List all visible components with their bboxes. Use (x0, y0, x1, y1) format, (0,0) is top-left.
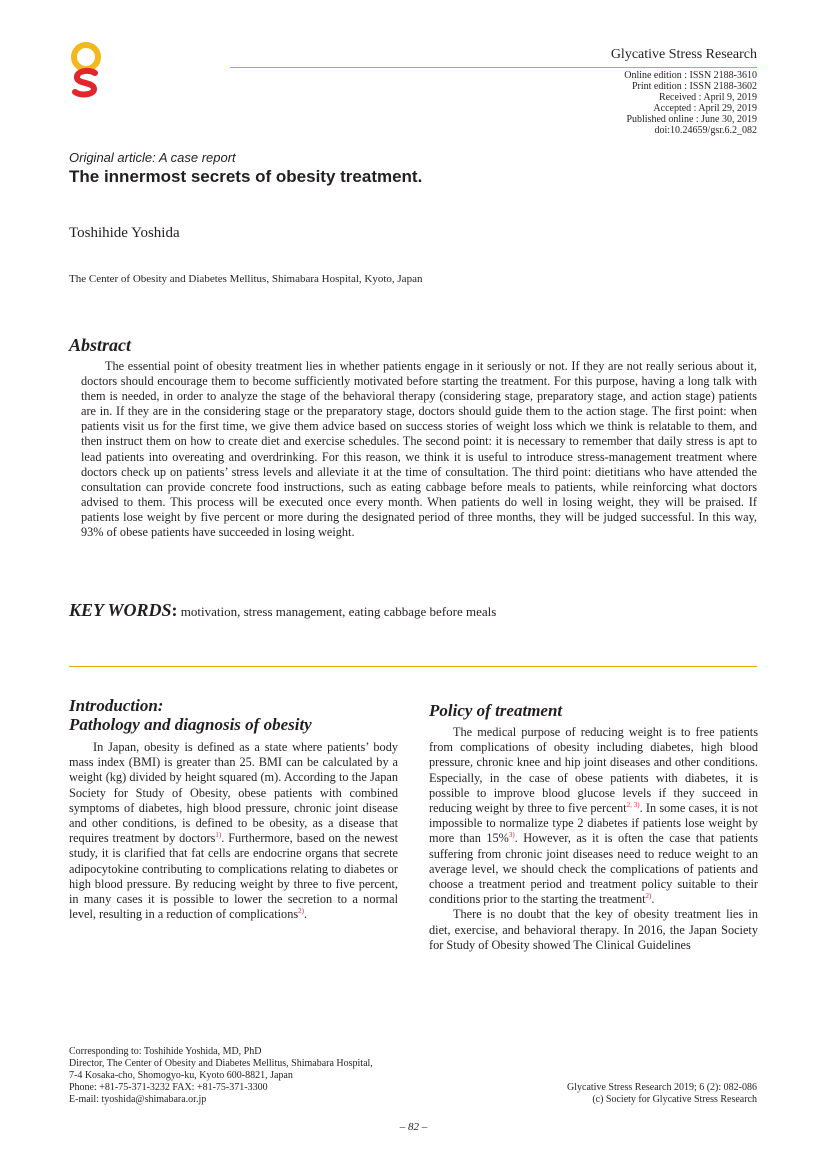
intro-heading (69, 696, 312, 734)
correspondence-line: Director, The Center of Obesity and Diabetes Mellitus, Shimabara Hospital, (69, 1058, 373, 1069)
abstract-body (81, 359, 757, 540)
citation-ref[interactable]: 2) (298, 907, 304, 916)
issn-online: Online edition : ISSN 2188-3610 (624, 70, 757, 81)
citation-ref[interactable]: 1) (215, 831, 222, 840)
section-divider (69, 666, 757, 667)
article-type: Original article: A case report (69, 150, 236, 165)
copyright-line: (c) Society for Glycative Stress Research (592, 1094, 757, 1105)
citation-line: Glycative Stress Research 2019; 6 (2): 082-086 (567, 1082, 757, 1093)
intro-paragraph (69, 740, 398, 922)
policy-text-2: . In some cases, it is not impossible to normalize type 2 diabetes if patients lose weight by more than 15% (429, 801, 758, 846)
email-link[interactable]: E-mail: tyoshida@shimabara.or.jp (69, 1094, 207, 1105)
keywords-label: KEY WORDS (69, 600, 172, 620)
intro-heading-line1: Introduction: (69, 696, 164, 715)
policy-text-1: The medical purpose of reducing weight is to free patients from complications of obesity including diabetes, high blood pressure, chronic knee and hip joint diseases and other conditions. Especially, in the case of obese patients with diabetes, it is possible to improve blood glucose levels if they succeed in reducing weight by three to five percent (429, 725, 758, 816)
citation-ref[interactable]: 2) (645, 892, 652, 901)
intro-text-2: . Furthermore, based on the newest study, it is clarified that fat cells are endocrine organs that secrete adipocytokine contributing to complications relating to diabetes or high blood pressure. By reducing weight by three to five percent, in many cases it is possible to lower the secretion to a normal level, resulting in a reduction of complications (69, 831, 398, 922)
abstract-heading: Abstract (69, 335, 132, 355)
doi: doi:10.24659/gsr.6.2_082 (654, 125, 757, 136)
citation-ref[interactable]: 2, 3) (626, 800, 640, 809)
policy-heading: Policy of treatment (429, 701, 563, 720)
journal-name: Glycative Stress Research (610, 47, 757, 62)
keywords-colon: : (171, 600, 178, 620)
abstract-paragraph: The essential point of obesity treatment lies in whether patients engage in it seriously or not. If they are not really serious about it, doctors should encourage them to become sufficiently motivated before starting the treatment. For this purpose, having a long talk with them is needed, in order to analyze the stage of the behavioral therapy (considering stage, preparatory stage, and action stage) patients are in. If they are in the considering stage or the preparatory stage, doctors should guide them to the action stage. The first point: when patients visit us for the first time, we give them advice based on success stories of weight loss which we think is relatable to them, and then instruct them on how to create diet and exercise schedules. The second point: it is necessary to remember that daily stress is apt to lead patients into overeating and overdrinking. For this reason, we think it is useful to introduce stress-management treatment where doctors check up on patients’ stress levels and alleviate it at the time of consultation. The third point: dietitians who have attended the consultation can provide concrete food instructions, such as eating cabbage before meals to patients, while reinforcing what doctors advised to them. This process will be executed once every month. When patients do well in losing weight, they will be praised. If patients lose weight by five percent or more during the designated period of three months, they will be judged successful. In this way, 93% of obese patients have succeeded in losing weight. (81, 359, 757, 540)
article-title: The innermost secrets of obesity treatment. (69, 167, 423, 186)
correspondence-block (69, 1046, 373, 1106)
intro-body (69, 740, 398, 922)
published-date: Published online : June 30, 2019 (626, 114, 757, 125)
correspondence-line: Corresponding to: Toshihide Yoshida, MD, PhD (69, 1046, 262, 1057)
citation-ref[interactable]: 3) (508, 831, 515, 840)
policy-body (429, 725, 758, 953)
correspondence-line: 7-4 Kosaka-cho, Shomogyo-ku, Kyoto 600-8821, Japan (69, 1070, 293, 1081)
policy-text-3: . However, as it is often the case that patients suffering from chronic joint diseases need to reduce weight to an average level, we should check the complications of patients and choose a treatment period and treatment policy suitable to their conditions prior to the starting the treatment (429, 831, 758, 907)
publication-meta (624, 70, 757, 136)
intro-text-1: In Japan, obesity is defined as a state where patients’ body mass index (BMI) is greater than 25. BMI can be calculated by a weight (kg) divided by height squared (m). According to the Japan Society for Study of Obesity, obese patients with combined symptoms of diabetes, high blood pressure, chronic joint disease and other conditions, is defined to be obesity, as a disease that requires treatment by doctors (69, 740, 398, 846)
intro-heading-line2: Pathology and diagnosis of obesity (69, 715, 312, 734)
policy-text-4: . (651, 892, 655, 907)
affiliation: The Center of Obesity and Diabetes Mellitus, Shimabara Hospital, Kyoto, Japan (69, 273, 423, 285)
journal-logo (66, 40, 106, 98)
intro-text-3: . (303, 907, 308, 922)
page-number: – 82 – (399, 1121, 428, 1133)
received-date: Received : April 9, 2019 (658, 92, 757, 103)
keywords-text: motivation, stress management, eating cabbage before meals (177, 604, 497, 619)
author: Toshihide Yoshida (69, 225, 180, 241)
citation-block (567, 1082, 757, 1106)
header-rule (230, 67, 757, 68)
policy-paragraph-1 (429, 725, 758, 907)
accepted-date: Accepted : April 29, 2019 (653, 103, 757, 114)
keywords (69, 600, 496, 621)
correspondence-line: Phone: +81-75-371-3232 FAX: +81-75-371-3300 (69, 1082, 268, 1093)
issn-print: Print edition : ISSN 2188-3602 (631, 81, 757, 92)
policy-paragraph-2: There is no doubt that the key of obesity treatment lies in diet, exercise, and behavioral therapy. In 2016, the Japan Society for Study of Obesity showed The Clinical Guidelines (429, 907, 758, 952)
